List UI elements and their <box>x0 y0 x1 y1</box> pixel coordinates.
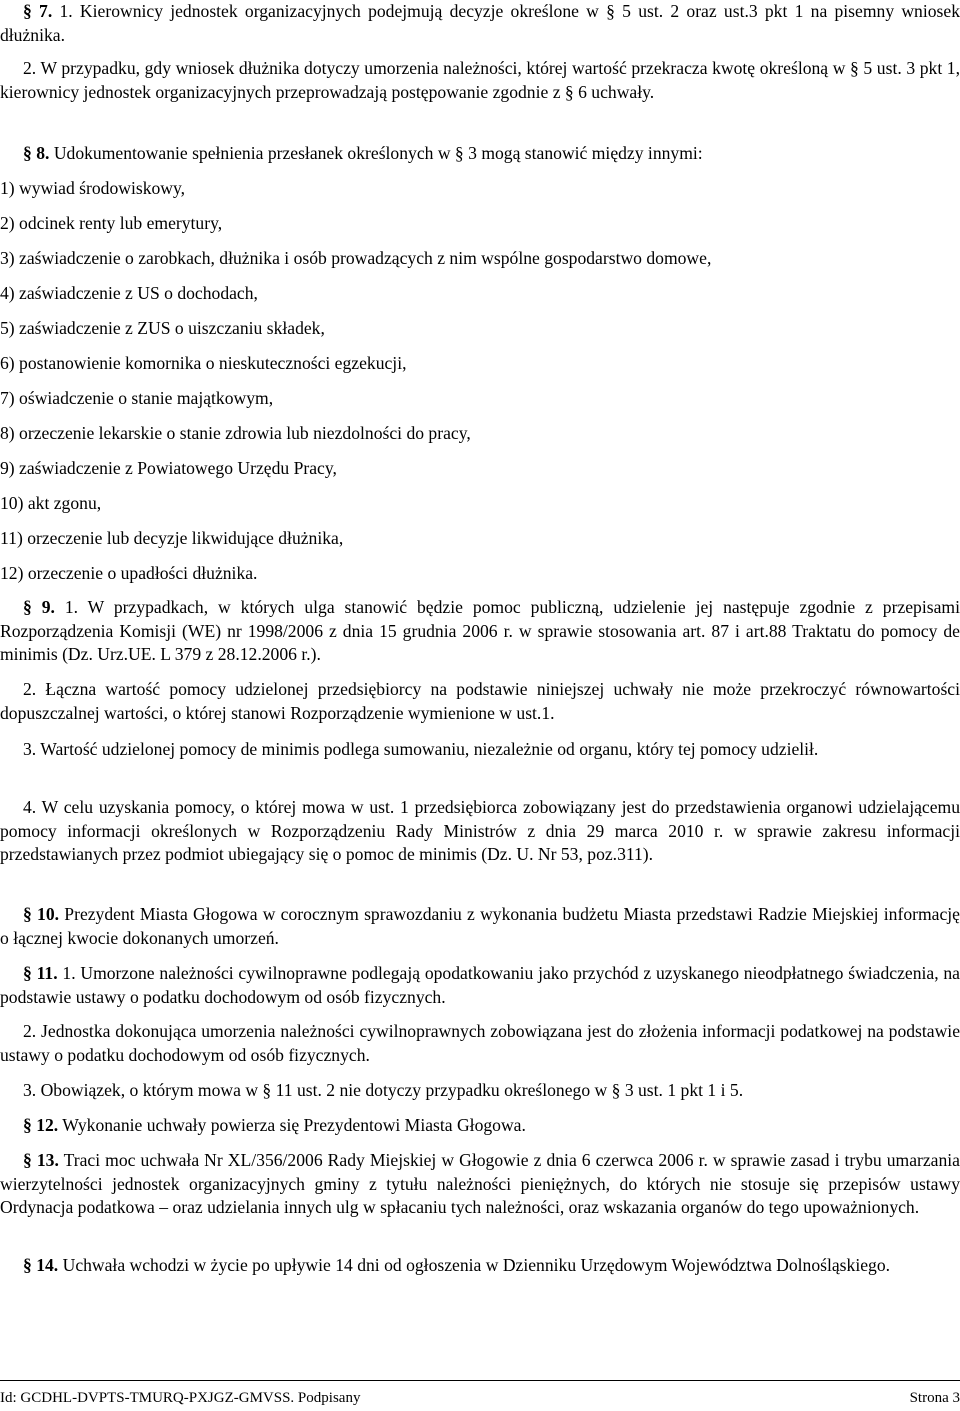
list-item: 5) zaświadczenie z ZUS o uiszczaniu składek, <box>0 318 325 338</box>
footer-divider <box>0 1380 960 1381</box>
section-9-paragraph-2: 2. Łączna wartość pomocy udzielonej przedsiębiorcy na podstawie niniejszej uchwały nie może przekroczyć równowartości dopuszczalnej wartości, o której stanowi Rozporządzenie wymienione w ust.1. <box>0 679 960 723</box>
list-item: 9) zaświadczenie z Powiatowego Urzędu Pracy, <box>0 458 337 478</box>
list-item: 4) zaświadczenie z US o dochodach, <box>0 283 258 303</box>
section-text: Traci moc uchwała Nr XL/356/2006 Rady Miejskiej w Głogowie z dnia 6 czerwca 2006 r. w sprawie zasad i trybu umarzania wierzytelności jednostek organizacyjnych gminy z tytułu należności pieniężnych, do których nie stosuje się przepisów ustawy Ordynacja podatkowa – oraz udzielania innych ulg w spłacaniu tych należności, oraz wskazania organów do tego upoważnionych. <box>0 1150 960 1217</box>
section-12-paragraph <box>0 1114 960 1138</box>
section-text: Uchwała wchodzi w życie po upływie 14 dni od ogłoszenia w Dzienniku Urzędowym Województwa Dolnośląskiego. <box>62 1255 891 1275</box>
list-item: 11) orzeczenie lub decyzje likwidujące dłużnika, <box>0 528 344 548</box>
section-number: 10. <box>37 904 60 924</box>
section-number: 14. <box>36 1255 59 1275</box>
list-item: 8) orzeczenie lekarskie o stanie zdrowia lub niezdolności do pracy, <box>0 423 471 443</box>
section-9-paragraph-3: 3. Wartość udzielonej pomocy de minimis podlega sumowaniu, niezależnie od organu, który tej pomocy udzielił. <box>23 739 819 759</box>
section-number: 7. <box>39 1 53 21</box>
section-7-paragraph-1 <box>0 0 960 47</box>
section-text: Wykonanie uchwały powierza się Prezydentowi Miasta Głogowa. <box>62 1115 526 1135</box>
list-item: 6) postanowienie komornika o nieskuteczności egzekucji, <box>0 353 407 373</box>
list-item: 3) zaświadczenie o zarobkach, dłużnika i osób prowadzących z nim wspólne gospodarstwo domowe, <box>0 248 712 268</box>
section-13-paragraph <box>0 1149 960 1220</box>
list-item: 7) oświadczenie o stanie majątkowym, <box>0 388 274 408</box>
section-text: 1. W przypadkach, w których ulga stanowić będzie pomoc publiczną, udzielenie jej następuje zgodnie z przepisami Rozporządzenia Komisji (WE) nr 1998/2006 z dnia 15 grudnia 2006 r. w sprawie stosowania art. 87 i art.88 Traktatu do pomocy de minimis (Dz. Urz.UE. L 379 z 28.12.2006 r.). <box>0 597 960 664</box>
section-mark: § <box>23 904 32 924</box>
section-11-paragraph-3: 3. Obowiązek, o którym mowa w § 11 ust. 2 nie dotyczy przypadku określonego w § 3 ust. 1 pkt 1 i 5. <box>23 1080 744 1100</box>
section-text: 1. Kierownicy jednostek organizacyjnych podejmują decyzje określone w § 5 ust. 2 oraz ust.3 pkt 1 na pisemny wniosek dłużnika. <box>0 1 960 45</box>
section-number: 13. <box>36 1150 59 1170</box>
section-9-paragraph-1 <box>0 596 960 667</box>
list-item: 12) orzeczenie o upadłości dłużnika. <box>0 563 258 583</box>
section-mark: § <box>23 1150 32 1170</box>
list-item: 10) akt zgonu, <box>0 493 102 513</box>
section-mark: § <box>23 1 32 21</box>
document-id: Id: GCDHL-DVPTS-TMURQ-PXJGZ-GMVSS. Podpisany <box>0 1390 361 1406</box>
section-number: 11. <box>36 963 58 983</box>
section-text: 1. Umorzone należności cywilnoprawne podlegają opodatkowaniu jako przychód z uzyskanego nieodpłatnego świadczenia, na podstawie ustawy o podatku dochodowym od osób fizycznych. <box>0 963 960 1007</box>
section-10-paragraph <box>0 903 960 950</box>
section-mark: § <box>23 143 32 163</box>
list-item: 2) odcinek renty lub emerytury, <box>0 213 223 233</box>
section-11-paragraph-1 <box>0 962 960 1009</box>
section-number: 9. <box>41 597 55 617</box>
section-9-paragraph-4: 4. W celu uzyskania pomocy, o której mowa w ust. 1 przedsiębiorca zobowiązany jest do przedstawienia organowi udzielającemu pomocy informacji określonych w Rozporządzeniu Rady Ministrów z dnia 29 marca 2010 r. w sprawie zakresu informacji przedstawianych przez podmiot ubiegający się o pomoc de minimis (Dz. U. Nr 53, poz.311). <box>0 797 960 864</box>
list-item: 1) wywiad środowiskowy, <box>0 178 186 198</box>
page-number: Strona 3 <box>909 1390 960 1406</box>
section-text: Prezydent Miasta Głogowa w corocznym sprawozdaniu z wykonania budżetu Miasta przedstawi Radzie Miejskiej informację o łącznej kwocie dokonanych umorzeń. <box>0 904 960 948</box>
section-number: 12. <box>36 1115 59 1135</box>
section-7-paragraph-2: 2. W przypadku, gdy wniosek dłużnika dotyczy umorzenia należności, której wartość przekracza kwotę określoną w § 5 ust. 3 pkt 1, kierownicy jednostek organizacyjnych przeprowadzają postępowanie zgodnie z § 6 uchwały. <box>0 58 960 102</box>
section-mark: § <box>23 1255 32 1275</box>
section-mark: § <box>23 597 32 617</box>
section-number: 8. <box>36 143 50 163</box>
section-text: Udokumentowanie spełnienia przesłanek określonych w § 3 mogą stanowić między innymi: <box>53 143 703 163</box>
section-14-paragraph <box>0 1254 960 1278</box>
section-11-paragraph-2: 2. Jednostka dokonująca umorzenia należności cywilnoprawnych zobowiązana jest do złożenia informacji podatkowej na podstawie ustawy o podatku dochodowym od osób fizycznych. <box>0 1021 960 1065</box>
section-mark: § <box>23 1115 32 1135</box>
section-8-intro <box>0 142 960 166</box>
section-mark: § <box>23 963 32 983</box>
